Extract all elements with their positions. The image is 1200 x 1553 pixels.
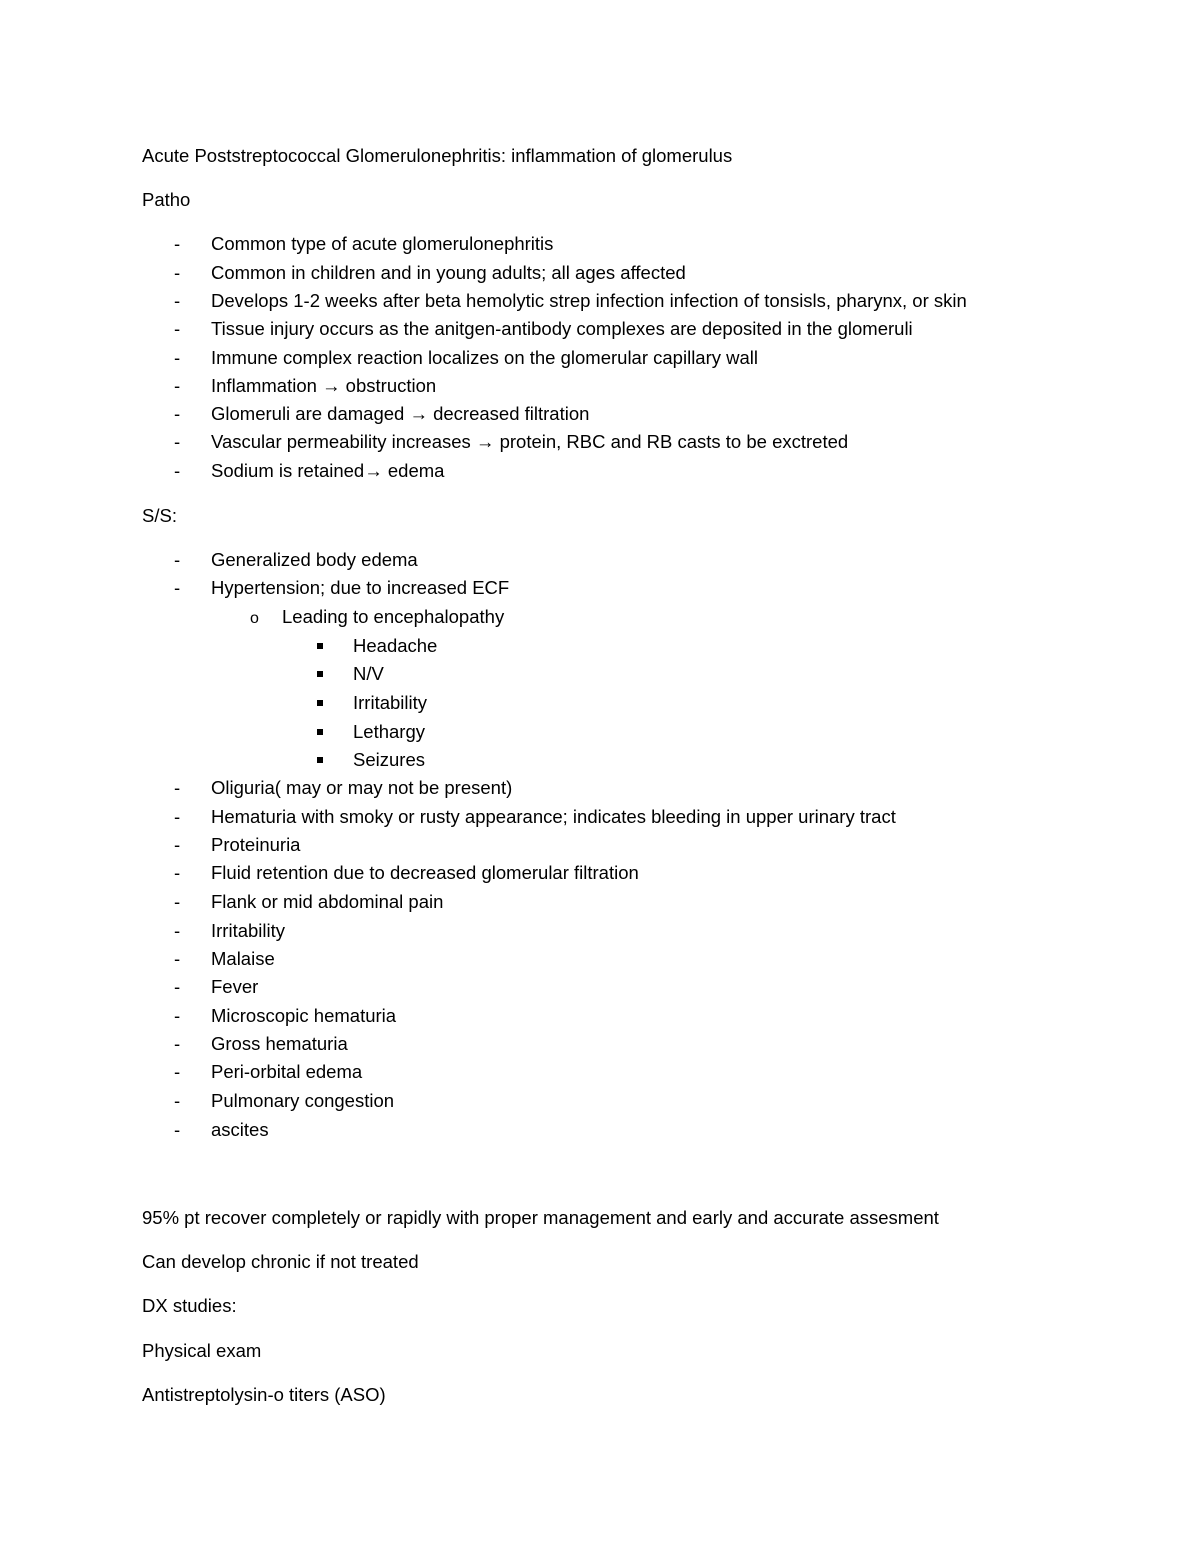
dash-marker: - — [174, 891, 181, 912]
list-item — [174, 346, 758, 370]
list-item — [174, 805, 896, 829]
list-item — [174, 833, 300, 857]
list-item-text: Hypertension; due to increased ECF — [211, 577, 510, 598]
square-bullet-icon — [317, 643, 323, 649]
patho-heading: Patho — [142, 189, 191, 210]
list-item-text: Immune complex reaction localizes on the glomerular capillary wall — [211, 347, 759, 368]
document-title: Acute Poststreptococcal Glomerulonephritis: inflammation of glomerulus — [142, 145, 733, 166]
dash-marker: - — [174, 806, 181, 827]
dash-marker: - — [174, 1033, 181, 1054]
list-item — [174, 548, 418, 572]
dash-marker: - — [174, 862, 181, 883]
list-item-text: Tissue injury occurs as the anitgen-antibody complexes are deposited in the glomeruli — [211, 318, 913, 339]
list-item — [174, 919, 285, 943]
list-item-text: Hematuria with smoky or rusty appearance; indicates bleeding in upper urinary tract — [211, 806, 896, 827]
chronic-text: Can develop chronic if not treated — [142, 1251, 419, 1272]
list-item-text: Gross hematuria — [211, 1033, 348, 1054]
dash-marker: - — [174, 347, 181, 368]
dash-marker: - — [174, 375, 181, 396]
dash-marker: - — [174, 577, 181, 598]
sub-list-item-text: Leading to encephalopathy — [282, 606, 505, 627]
list-item-text: Common type of acute glomerulonephritis — [211, 233, 554, 254]
list-item-text: Develops 1-2 weeks after beta hemolytic strep infection infection of tonsisls, pharynx, or skin — [211, 290, 967, 311]
dash-marker: - — [174, 549, 181, 570]
list-item-text: Irritability — [211, 920, 286, 941]
ss-heading: S/S: — [142, 505, 177, 526]
sub-sub-list-item — [317, 720, 425, 744]
list-item — [174, 975, 258, 999]
square-bullet-icon — [317, 729, 323, 735]
list-item-text: Peri-orbital edema — [211, 1061, 363, 1082]
list-item — [174, 861, 639, 885]
list-item — [174, 374, 436, 398]
sub-sub-list-item-text: Irritability — [353, 692, 428, 713]
list-item-text: Flank or mid abdominal pain — [211, 891, 444, 912]
list-item — [174, 261, 686, 285]
list-item — [174, 317, 913, 341]
list-item-text: Proteinuria — [211, 834, 301, 855]
list-item — [174, 430, 848, 454]
dx-item: Antistreptolysin-o titers (ASO) — [142, 1384, 386, 1405]
list-item — [174, 1089, 394, 1113]
dash-marker: - — [174, 1119, 181, 1140]
dash-marker: - — [174, 262, 181, 283]
dash-marker: - — [174, 920, 181, 941]
dash-marker: - — [174, 1005, 181, 1026]
dash-marker: - — [174, 233, 181, 254]
list-item — [174, 1118, 269, 1142]
dash-marker: - — [174, 1090, 181, 1111]
sub-list-item — [250, 605, 504, 631]
sub-sub-list-item — [317, 662, 384, 686]
list-item-text: Malaise — [211, 948, 275, 969]
list-item — [174, 232, 553, 256]
dx-item: Physical exam — [142, 1340, 262, 1361]
sub-sub-list-item-text: Lethargy — [353, 721, 425, 742]
dash-marker: - — [174, 777, 181, 798]
sub-sub-list-item — [317, 748, 425, 772]
sub-sub-list-item — [317, 634, 437, 658]
sub-sub-list-item-text: Seizures — [353, 749, 425, 770]
list-item-text: Oliguria( may or may not be present) — [211, 777, 513, 798]
list-item — [174, 947, 275, 971]
list-item-text: ascites — [211, 1119, 269, 1140]
list-item-text: Fever — [211, 976, 259, 997]
dash-marker: - — [174, 318, 181, 339]
dash-marker: - — [174, 431, 181, 452]
list-item — [174, 1004, 396, 1028]
recovery-text: 95% pt recover completely or rapidly with proper management and early and accurate assesment — [142, 1207, 939, 1228]
list-item — [174, 289, 967, 313]
list-item-text: Glomeruli are damaged → decreased filtration — [211, 403, 590, 424]
list-item-text: Common in children and in young adults; all ages affected — [211, 262, 686, 283]
list-item — [174, 459, 444, 483]
dash-marker: - — [174, 834, 181, 855]
list-item-text: Vascular permeability increases → protein, RBC and RB casts to be exctreted — [211, 431, 849, 452]
dash-marker: - — [174, 403, 181, 424]
list-item — [174, 576, 509, 600]
list-item-text: Generalized body edema — [211, 549, 418, 570]
sub-sub-list-item-text: N/V — [353, 663, 384, 684]
list-item-text: Fluid retention due to decreased glomerular filtration — [211, 862, 639, 883]
list-item — [174, 776, 512, 800]
list-item-text: Inflammation → obstruction — [211, 375, 437, 396]
dash-marker: - — [174, 1061, 181, 1082]
square-bullet-icon — [317, 671, 323, 677]
dash-marker: - — [174, 976, 181, 997]
list-item-text: Sodium is retained→ edema — [211, 460, 445, 481]
dash-marker: - — [174, 460, 181, 481]
square-bullet-icon — [317, 757, 323, 763]
circle-bullet-marker: o — [250, 610, 259, 627]
list-item — [174, 890, 443, 914]
dash-marker: - — [174, 948, 181, 969]
list-item-text: Microscopic hematuria — [211, 1005, 397, 1026]
list-item — [174, 1032, 348, 1056]
list-item — [174, 402, 589, 426]
dx-heading: DX studies: — [142, 1295, 237, 1316]
square-bullet-icon — [317, 700, 323, 706]
list-item — [174, 1060, 362, 1084]
list-item-text: Pulmonary congestion — [211, 1090, 395, 1111]
dash-marker: - — [174, 290, 181, 311]
sub-sub-list-item-text: Headache — [353, 635, 438, 656]
sub-sub-list-item — [317, 691, 427, 715]
